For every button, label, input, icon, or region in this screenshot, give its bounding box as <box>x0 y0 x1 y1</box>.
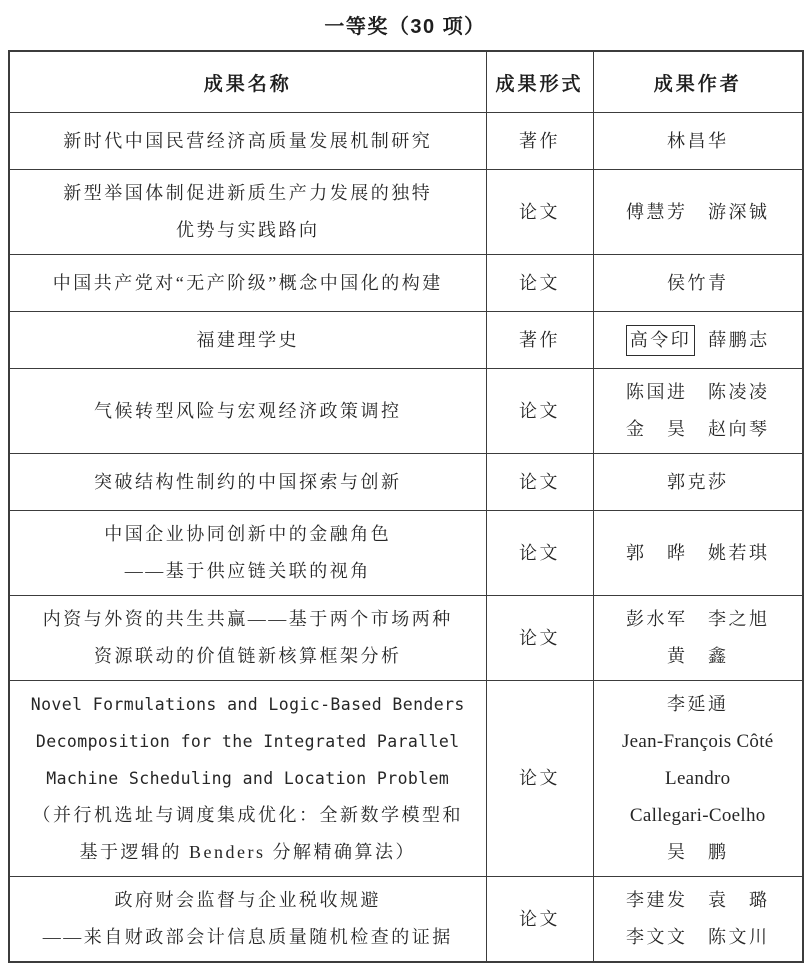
achievement-form: 论文 <box>519 272 560 293</box>
achievement-form-cell <box>486 170 593 255</box>
achievement-form-cell <box>486 255 593 312</box>
achievement-authors-cell <box>593 255 803 312</box>
author-line: Jean-François Côté <box>621 731 774 752</box>
achievement-name-line: 资源联动的价值链新核算框架分析 <box>94 646 402 666</box>
table-row <box>9 454 803 511</box>
achievement-form: 著作 <box>519 130 560 151</box>
table-row <box>9 596 803 681</box>
author-line: 郭 晔 姚若琪 <box>626 542 770 563</box>
achievement-form-cell <box>486 113 593 170</box>
achievement-form: 著作 <box>519 329 560 350</box>
achievement-name-line: Machine Scheduling and Location Problem <box>46 769 450 788</box>
achievement-name-line: 新型举国体制促进新质生产力发展的独特 <box>63 183 433 203</box>
achievement-name-cell <box>9 877 486 963</box>
author-line: 金 昊 赵向琴 <box>626 419 770 439</box>
deceased-author-box: 高令印 <box>626 325 696 356</box>
awards-table-body <box>9 113 803 963</box>
achievement-name-line: 基于逻辑的 Benders 分解精确算法） <box>79 842 416 862</box>
achievement-name-line: 中国共产党对“无产阶级”概念中国化的构建 <box>52 272 443 293</box>
author-line: Leandro <box>665 768 731 789</box>
achievement-name-line: Decomposition for the Integrated Parallel <box>35 732 460 751</box>
achievement-name-cell <box>9 454 486 511</box>
achievement-name-cell <box>9 511 486 596</box>
author-line: 李延通 <box>667 694 729 714</box>
achievement-form-cell <box>486 511 593 596</box>
achievement-name-line: 中国企业协同创新中的金融角色 <box>104 524 392 544</box>
achievement-name-line: 政府财会监督与企业税收规避 <box>114 890 381 910</box>
achievement-form: 论文 <box>519 768 560 788</box>
author-line: 傅慧芳 游深铖 <box>626 201 770 222</box>
achievement-authors-cell <box>593 454 803 511</box>
achievement-form: 论文 <box>519 471 560 492</box>
achievement-name-line: Novel Formulations and Logic-Based Benders <box>30 695 465 714</box>
achievement-authors-cell <box>593 511 803 596</box>
table-row <box>9 255 803 312</box>
achievement-name-cell <box>9 113 486 170</box>
author-line: Callegari-Coelho <box>629 805 766 826</box>
achievement-form-cell <box>486 369 593 454</box>
col-header-achievement-form: 成果形式 <box>486 51 593 113</box>
achievement-name-cell <box>9 255 486 312</box>
achievement-form-cell <box>486 596 593 681</box>
achievement-authors-cell <box>593 113 803 170</box>
achievement-name-line: 新时代中国民营经济高质量发展机制研究 <box>63 130 433 151</box>
col-header-achievement-authors: 成果作者 <box>593 51 803 113</box>
achievement-form-cell <box>486 454 593 511</box>
author-name: 薛鹏志 <box>708 329 770 350</box>
author-line: 彭水军 李之旭 <box>626 609 770 629</box>
achievement-name-cell <box>9 681 486 877</box>
achievement-form: 论文 <box>519 542 560 563</box>
achievement-name-line: （并行机选址与调度集成优化：全新数学模型和 <box>32 805 463 825</box>
table-row <box>9 170 803 255</box>
achievement-form-cell <box>486 681 593 877</box>
author-line: 李建发 袁 璐 <box>626 890 770 910</box>
table-header-row <box>9 51 803 113</box>
table-row <box>9 877 803 963</box>
achievement-authors-cell <box>593 596 803 681</box>
achievement-authors-cell <box>593 877 803 963</box>
achievement-name-line: 突破结构性制约的中国探索与创新 <box>94 471 402 492</box>
awards-table <box>8 50 804 963</box>
author-line: 黄 鑫 <box>667 646 729 666</box>
table-row <box>9 312 803 369</box>
achievement-form-cell <box>486 877 593 963</box>
achievement-name-cell <box>9 170 486 255</box>
table-row <box>9 681 803 877</box>
table-row <box>9 369 803 454</box>
achievement-form: 论文 <box>519 627 560 648</box>
author-line: 李文文 陈文川 <box>626 927 770 947</box>
col-header-achievement-name: 成果名称 <box>9 51 486 113</box>
achievement-form: 论文 <box>519 908 560 929</box>
table-row <box>9 511 803 596</box>
achievement-authors-cell <box>593 681 803 877</box>
author-line: 吴 鹏 <box>667 842 729 862</box>
achievement-name-line: 内资与外资的共生共赢——基于两个市场两种 <box>42 609 453 629</box>
author-line: 侯竹青 <box>667 272 729 293</box>
achievement-authors-cell <box>593 369 803 454</box>
achievement-name-line: 优势与实践路向 <box>176 220 320 240</box>
achievement-name-cell <box>9 312 486 369</box>
achievement-authors-cell <box>593 170 803 255</box>
achievement-name-line: 福建理学史 <box>196 329 299 350</box>
author-line: 郭克莎 <box>667 471 729 492</box>
table-row <box>9 113 803 170</box>
achievement-form: 论文 <box>519 201 560 222</box>
author-line: 陈国进 陈凌凌 <box>626 382 770 402</box>
author-line <box>597 322 800 359</box>
achievement-authors-cell <box>593 312 803 369</box>
achievement-name-line: ——来自财政部会计信息质量随机检查的证据 <box>42 927 453 947</box>
achievement-form: 论文 <box>519 400 560 421</box>
achievement-name-cell <box>9 596 486 681</box>
achievement-name-cell <box>9 369 486 454</box>
achievement-name-line: ——基于供应链关联的视角 <box>124 561 371 581</box>
achievement-form-cell <box>486 312 593 369</box>
page-title: 一等奖（30 项） <box>324 16 486 38</box>
achievement-name-line: 气候转型风险与宏观经济政策调控 <box>94 400 402 421</box>
author-line: 林昌华 <box>667 130 729 151</box>
